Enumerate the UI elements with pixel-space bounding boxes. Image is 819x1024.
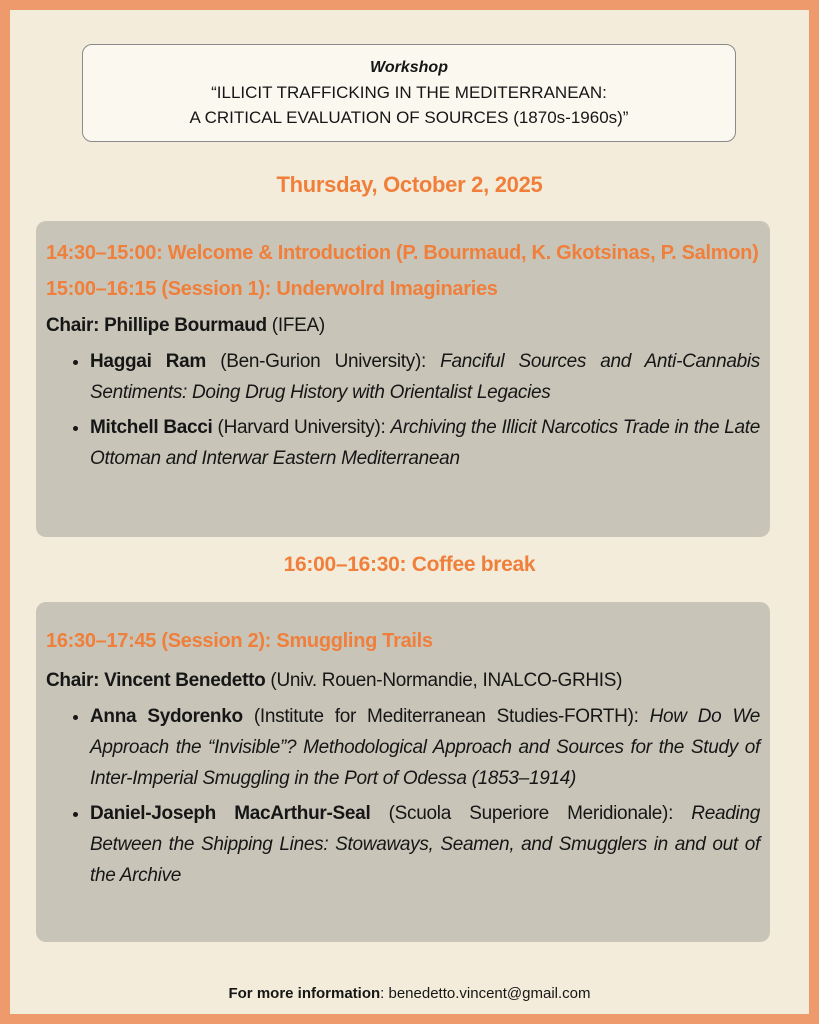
speaker-affiliation: (Institute for Mediterranean Studies-FORTH): (242, 706, 650, 727)
workshop-title-line2: A CRITICAL EVALUATION OF SOURCES (1870s-1960s)” (189, 108, 629, 127)
chair-name: Chair: Vincent Benedetto (46, 670, 266, 691)
footer-info (10, 985, 809, 1002)
session-1-heading: 15:00–16:15 (Session 1): Underwolrd Imaginaries (46, 278, 498, 300)
day-heading: Thursday, October 2, 2025 (276, 172, 543, 197)
session-1-chair (46, 312, 760, 340)
contact-email[interactable]: benedetto.vincent@gmail.com (388, 985, 591, 1002)
talk-title: Archiving the Illicit Narcotics Trade in the Late Ottoman and Interwar Eastern Mediterranean (90, 417, 760, 469)
speaker-affiliation: (Harvard University): (212, 417, 391, 438)
talk-item (90, 798, 760, 891)
talk-item (90, 701, 760, 794)
chair-name: Chair: Phillipe Bourmaud (46, 315, 267, 336)
session-1-card (36, 221, 770, 537)
session-2-card (36, 602, 770, 942)
workshop-title-box (82, 44, 736, 142)
footer-label: For more information (228, 985, 381, 1002)
chair-affiliation: (Univ. Rouen-Normandie, INALCO-GRHIS) (265, 670, 623, 691)
workshop-title-line1: “ILLICIT TRAFFICKING IN THE MEDITERRANEAN: (211, 83, 607, 102)
speaker-name: Haggai Ram (90, 351, 207, 372)
chair-affiliation: (IFEA) (266, 315, 325, 336)
session-1-talks (46, 346, 760, 474)
talk-title: How Do We Approach the “Invisible”? Methodological Approach and Sources for the Study of Inter-Imperial Smuggling in the Port of Odessa (1853–1914) (90, 706, 761, 789)
session-2-talks (46, 701, 760, 891)
coffee-break: 16:00–16:30: Coffee break (283, 553, 536, 576)
talk-title: Fanciful Sources and Anti-Cannabis Sentiments: Doing Drug History with Orientalist Legacies (90, 351, 760, 403)
talk-title: Reading Between the Shipping Lines: Stowaways, Seamen, and Smugglers in and out of the Archive (90, 803, 760, 886)
session-2-heading: 16:30–17:45 (Session 2): Smuggling Trails (46, 630, 433, 652)
footer-separator: : (380, 985, 389, 1002)
program-page (10, 10, 809, 1014)
talk-item (90, 346, 760, 408)
speaker-name: Anna Sydorenko (90, 706, 243, 727)
talk-item (90, 412, 760, 474)
speaker-name: Daniel-Joseph MacArthur-Seal (90, 803, 371, 824)
speaker-affiliation: (Ben-Gurion University): (206, 351, 441, 372)
speaker-affiliation: (Scuola Superiore Meridionale): (370, 803, 692, 824)
workshop-label: Workshop (370, 59, 448, 76)
welcome-line: 14:30–15:00: Welcome & Introduction (P. Bourmaud, K. Gkotsinas, P. Salmon) (46, 242, 759, 264)
session-2-chair (46, 667, 760, 695)
speaker-name: Mitchell Bacci (90, 417, 213, 438)
